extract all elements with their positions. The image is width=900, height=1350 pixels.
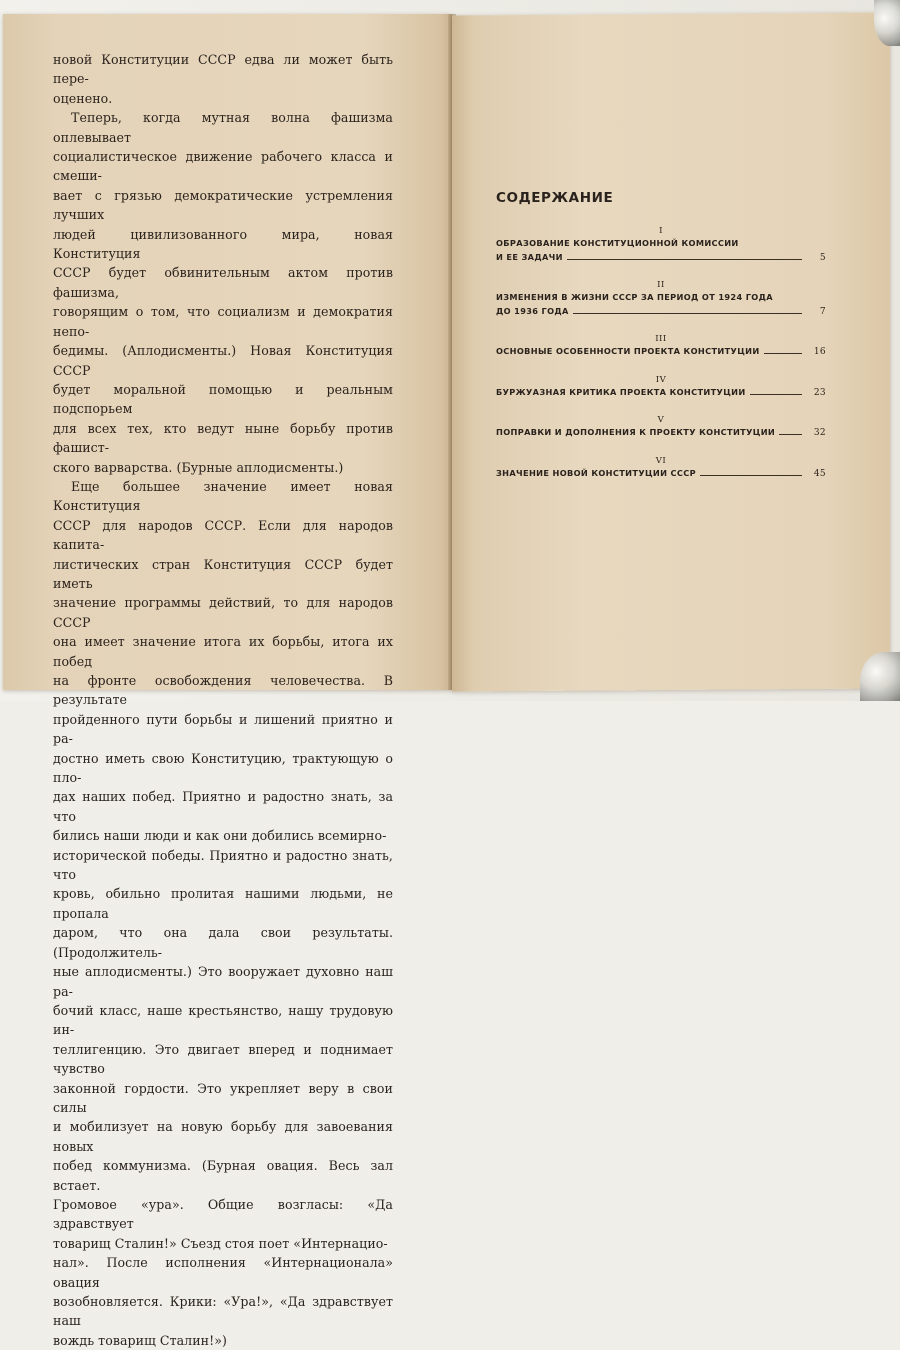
text-line: нал». После исполнения «Интернационала» овация (53, 1255, 393, 1290)
toc-entry-line: БУРЖУАЗНАЯ КРИТИКА ПРОЕКТА КОНСТИТУЦИИ (496, 387, 746, 397)
text-line: листических стран Конституция СССР будет иметь (53, 556, 393, 591)
text-line: возобновляется. Крики: «Ура!», «Да здравствует наш (53, 1294, 393, 1329)
toc-leader (567, 259, 802, 260)
text-line: бедимы. (Аплодисменты.) Новая Конституция СССР (53, 343, 393, 378)
toc-entry-line: ПОПРАВКИ И ДОПОЛНЕНИЯ К ПРОЕКТУ КОНСТИТУЦИИ (496, 427, 776, 437)
text-line: побед коммунизма. (Бурная овация. Весь зал встает. (53, 1158, 393, 1193)
toc-entry-line: ИЗМЕНЕНИЯ В ЖИЗНИ СССР ЗА ПЕРИОД ОТ 1924 ГОДА (496, 292, 773, 302)
toc-section-number: VI (655, 456, 667, 466)
text-line: новой Конституции СССР едва ли может быть пере- (53, 52, 393, 87)
toc-page-number: 16 (813, 347, 826, 357)
text-line: Громовое «ура». Общие возгласы: «Да здравствует (53, 1196, 393, 1232)
toc-entry (496, 226, 826, 265)
text-line: теллигенцию. Это двигает вперед и поднимает чувство (53, 1041, 393, 1077)
text-line: законной гордости. Это укрепляет веру в свои силы (53, 1080, 393, 1115)
toc-section-number: IV (655, 375, 667, 385)
text-line: СССР для народов СССР. Если для народов капита- (53, 517, 393, 553)
text-line: ные аплодисменты.) Это вооружает духовно наш ра- (53, 964, 393, 999)
text-line: и мобилизует на новую борьбу для завоевания новых (53, 1119, 393, 1154)
text-line: СССР будет обвинительным актом против фашизма, (53, 265, 393, 300)
toc-entry-line: ОБРАЗОВАНИЕ КОНСТИТУЦИОННОЙ КОМИССИИ (496, 238, 739, 248)
text-line: она имеет значение итога их борьбы, итога их побед (53, 634, 393, 669)
text-line: Еще большее значение имеет новая Конституция (53, 478, 393, 514)
toc-section-number: II (657, 280, 665, 290)
toc-section-number: V (657, 415, 665, 425)
toc-entry-line: ОСНОВНЫЕ ОСОБЕННОСТИ ПРОЕКТА КОНСТИТУЦИИ (496, 346, 760, 356)
toc-page-number: 45 (813, 469, 826, 479)
text-line: пройденного пути борьбы и лишений приятно и ра- (53, 711, 393, 747)
text-line: вождь товарищ Сталин!») (53, 1332, 227, 1348)
toc-leader (764, 353, 802, 354)
text-line: кровь, обильно пролитая нашими людьми, не пропала (53, 886, 393, 921)
toc-entry-line: И ЕЕ ЗАДАЧИ (496, 252, 563, 262)
toc-section-number: III (655, 334, 667, 344)
toc-leader (573, 313, 802, 314)
toc-page-number: 23 (813, 388, 826, 398)
text-line: для всех тех, кто ведут ныне борьбу против фашист- (53, 420, 393, 456)
text-line: на фронте освобождения человечества. В результате (53, 673, 393, 708)
toc-entry (496, 456, 826, 481)
speech-text (53, 50, 393, 1350)
toc-entry-line: ЗНАЧЕНИЕ НОВОЙ КОНСТИТУЦИИ СССР (496, 468, 696, 478)
text-line: социалистическое движение рабочего класса и смеши- (53, 149, 393, 184)
toc-title: СОДЕРЖАНИЕ (496, 190, 614, 206)
toc-leader (750, 394, 802, 395)
toc-page-number: 5 (819, 253, 826, 263)
text-line: говорящим о том, что социализм и демократия непо- (53, 304, 393, 339)
text-line: будет моральной помощью и реальным подспорьем (53, 381, 393, 417)
text-line: вает с грязью демократические устремления лучших (53, 187, 393, 223)
text-line: ского варварства. (Бурные аплодисменты.) (53, 459, 344, 475)
toc-leader (700, 475, 802, 476)
toc-entry (496, 280, 826, 319)
text-line: даром, что она дала свои результаты. (Продолжитель- (53, 925, 393, 960)
toc-entry (496, 415, 826, 440)
text-line: товарищ Сталин!» Съезд стоя поет «Интернацио- (53, 1235, 388, 1251)
text-line: достно иметь свою Конституцию, трактующую о пло- (53, 750, 393, 786)
text-line: Теперь, когда мутная волна фашизма оплевывает (53, 110, 393, 145)
toc-page-number: 7 (819, 307, 826, 317)
toc-entry (496, 334, 826, 359)
text-line: значение программы действий, то для народов СССР (53, 595, 393, 630)
toc-entry-line: ДО 1936 ГОДА (496, 306, 569, 316)
text-line: бились наши люди и как они добились всемирно- (53, 828, 387, 844)
text-line: дах наших побед. Приятно и радостно знать, за что (53, 789, 393, 824)
toc-leader (779, 434, 802, 435)
text-line: оценено. (53, 90, 113, 106)
toc-entry (496, 375, 826, 400)
text-line: людей цивилизованного мира, новая Конституция (53, 226, 393, 262)
toc-page-number: 32 (813, 428, 826, 438)
text-line: исторической победы. Приятно и радостно знать, что (53, 847, 393, 883)
left-page (3, 14, 452, 1348)
text-line: бочий класс, наше крестьянство, нашу трудовую ин- (53, 1002, 393, 1038)
toc-section-number: I (659, 226, 663, 236)
